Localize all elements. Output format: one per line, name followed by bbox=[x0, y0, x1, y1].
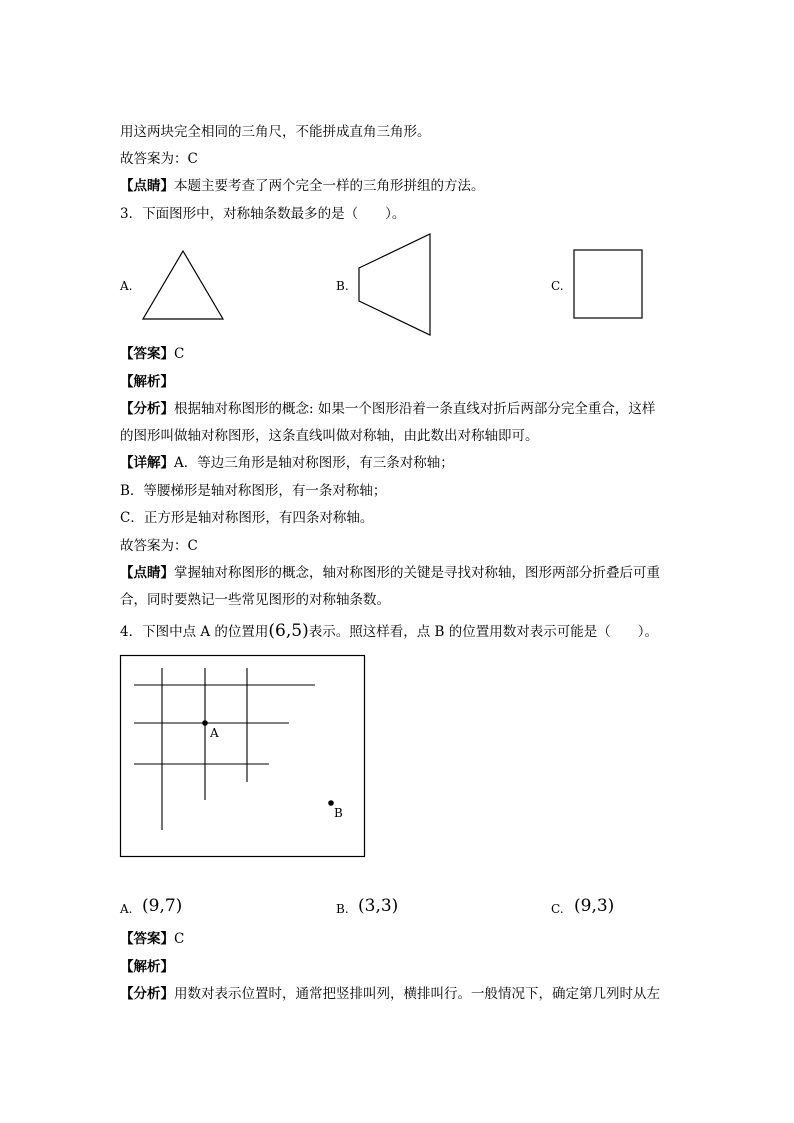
q3-option-a-label: A. bbox=[120, 279, 133, 293]
dianjing-line-2b: 合，同时要熟记一些常见图形的对称轴条数。 bbox=[120, 592, 390, 608]
answer-tag: 【答案】 bbox=[120, 346, 174, 362]
q4-pair: (6,5) bbox=[268, 621, 309, 641]
fenxi-text-1: 根据轴对称图形的概念: 如果一个图形沿着一条直线对折后两部分完全重合，这样 bbox=[174, 401, 656, 417]
question-3: 3．下面图形中，对称轴条数最多的是（ ）。 bbox=[120, 206, 406, 222]
text-dianjing-1 bbox=[120, 177, 485, 195]
answer-4 bbox=[120, 930, 184, 948]
xiangjie-line-1 bbox=[120, 454, 454, 472]
fenxi-tag: 【分析】 bbox=[120, 401, 174, 417]
answer-value: C bbox=[174, 346, 185, 362]
q4-text-a: 4．下图中点 A 的位置用 bbox=[120, 624, 269, 640]
text-answer-2: 故答案为：C bbox=[120, 538, 198, 554]
fenxi-line-3 bbox=[120, 985, 660, 1003]
q4-option-a-value: (9,7) bbox=[142, 896, 183, 916]
jiexi-tag: 【解析】 bbox=[120, 374, 174, 390]
answer-tag-2: 【答案】 bbox=[120, 931, 174, 947]
q4-option-c-value: (9,3) bbox=[574, 896, 615, 916]
dianjing-tag-2: 【点睛】 bbox=[120, 565, 174, 581]
xiangjie-tag: 【详解】 bbox=[120, 455, 174, 471]
q3-option-b-label: B. bbox=[336, 279, 349, 293]
grid-figure bbox=[119, 654, 367, 859]
dianjing-line-2a bbox=[120, 564, 660, 582]
question-4 bbox=[120, 622, 658, 641]
q4-option-a-label: A. bbox=[120, 902, 133, 916]
square-figure bbox=[572, 248, 646, 322]
xiangjie-text-1: A．等边三角形是轴对称图形，有三条对称轴； bbox=[174, 455, 454, 471]
text-line-1: 用这两块完全相同的三角尺，不能拼成直角三角形。 bbox=[120, 124, 431, 140]
dianjing-text: 本题主要考查了两个完全一样的三角形拼组的方法。 bbox=[174, 178, 485, 194]
answer-3 bbox=[120, 345, 184, 363]
q4-text-b: 表示。照这样看，点 B 的位置用数对表示可能是（ ）。 bbox=[308, 624, 658, 640]
dianjing-tag: 【点睛】 bbox=[120, 178, 174, 194]
point-a-label: A bbox=[210, 726, 219, 740]
xiangjie-line-2: B．等腰梯形是轴对称图形，有一条对称轴； bbox=[120, 483, 387, 499]
q4-option-c-label: C. bbox=[551, 902, 564, 916]
dianjing-text-2a: 掌握轴对称图形的概念，轴对称图形的关键是寻找对称轴，图形两部分折叠后可重 bbox=[174, 565, 660, 581]
fenxi-text-3: 用数对表示位置时，通常把竖排叫列，横排叫行。一般情况下，确定第几列时从左 bbox=[174, 986, 660, 1002]
answer-value-2: C bbox=[174, 931, 185, 947]
q3-option-c-label: C. bbox=[551, 279, 564, 293]
triangle-figure bbox=[140, 248, 226, 322]
fenxi-line-1 bbox=[120, 400, 655, 418]
fenxi-tag-3: 【分析】 bbox=[120, 986, 174, 1002]
fenxi-line-2: 的图形叫做轴对称图形，这条直线叫做对称轴，由此数出对称轴即可。 bbox=[120, 428, 539, 444]
text-answer-1: 故答案为：C bbox=[120, 151, 198, 167]
jiexi-tag-2: 【解析】 bbox=[120, 959, 174, 975]
xiangjie-line-3: C．正方形是轴对称图形，有四条对称轴。 bbox=[120, 510, 374, 526]
q4-option-b-label: B. bbox=[336, 902, 349, 916]
q4-option-b-value: (3,3) bbox=[358, 896, 399, 916]
trapezoid-figure bbox=[355, 231, 435, 339]
point-b-label: B bbox=[334, 806, 343, 820]
